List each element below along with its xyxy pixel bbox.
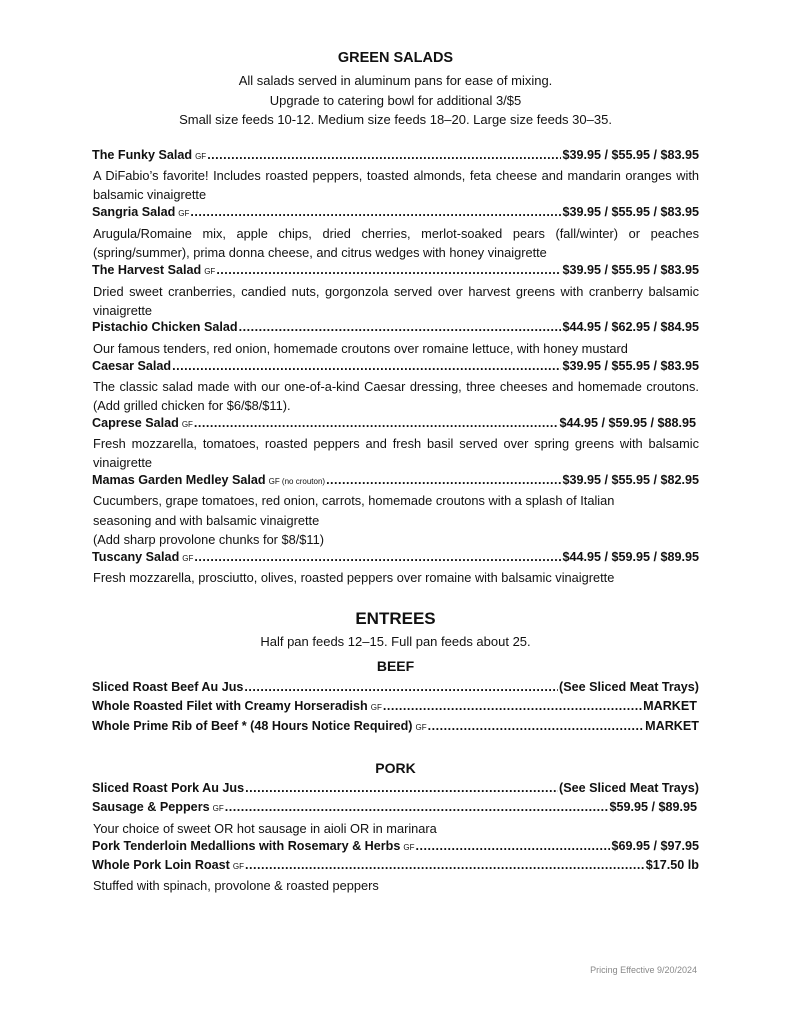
pricing-effective-date: Pricing Effective 9/20/2024 bbox=[590, 965, 697, 975]
item-price: MARKET bbox=[643, 699, 697, 713]
dot-leader bbox=[244, 680, 558, 694]
menu-item bbox=[92, 800, 697, 818]
gf-badge: GF bbox=[182, 554, 194, 563]
item-name: Sangria Salad bbox=[92, 205, 176, 219]
item-name: Whole Prime Rib of Beef * (48 Hours Notice Required) bbox=[92, 719, 413, 733]
item-price: $39.95 / $55.95 / $83.95 bbox=[562, 359, 699, 373]
item-price: MARKET bbox=[645, 719, 699, 733]
item-description: The classic salad made with our one-of-a-kind Caesar dressing, three cheeses and homemade croutons. (Add grilled chicken for $6/$8/$11). bbox=[93, 379, 699, 413]
item-description: Fresh mozzarella, prosciutto, olives, roasted peppers over romaine with balsamic vinaigrette bbox=[93, 570, 615, 585]
entrees-title: ENTREES bbox=[355, 609, 436, 628]
menu-item bbox=[92, 263, 699, 281]
menu-item bbox=[92, 148, 699, 166]
item-price: $59.95 / $89.95 bbox=[609, 800, 697, 814]
green-salads-title: GREEN SALADS bbox=[337, 50, 454, 66]
menu-item bbox=[92, 550, 699, 568]
item-price: $39.95 / $55.95 / $83.95 bbox=[562, 263, 699, 277]
gf-badge: GF bbox=[232, 862, 244, 871]
item-description: Cucumbers, grape tomatoes, red onion, carrots, homemade croutons with a splash of Italian bbox=[93, 493, 615, 508]
item-name: Pistachio Chicken Salad bbox=[92, 320, 238, 334]
pork-title: PORK bbox=[375, 760, 416, 776]
dot-leader bbox=[216, 263, 561, 277]
menu-item bbox=[92, 473, 699, 491]
dot-leader bbox=[207, 148, 561, 162]
gf-badge: GF bbox=[370, 703, 382, 712]
menu-item bbox=[92, 416, 696, 434]
salads-note-1: All salads served in aluminum pans for ease of mixing. bbox=[238, 73, 553, 88]
item-description: A DiFabio’s favorite! Includes roasted peppers, toasted almonds, feta cheese and mandarin oranges with balsamic vinaigrette bbox=[93, 168, 699, 202]
item-price: $39.95 / $55.95 / $83.95 bbox=[562, 205, 699, 219]
menu-item bbox=[92, 205, 699, 223]
salads-note-3: Small size feeds 10-12. Medium size feeds 18–20. Large size feeds 30–35. bbox=[179, 112, 612, 127]
dot-leader bbox=[245, 858, 645, 872]
dot-leader bbox=[194, 416, 559, 430]
dot-leader bbox=[194, 550, 561, 564]
item-description: Fresh mozzarella, tomatoes, roasted peppers and fresh basil served over spring greens with balsamic vinaigrette bbox=[93, 436, 699, 470]
item-description: seasoning and with balsamic vinaigrette bbox=[93, 513, 320, 528]
dot-leader bbox=[172, 359, 561, 373]
menu-item bbox=[92, 839, 699, 857]
dot-leader bbox=[245, 781, 558, 795]
item-description: (Add sharp provolone chunks for $8/$11) bbox=[93, 532, 324, 547]
item-name: Mamas Garden Medley Salad bbox=[92, 473, 266, 487]
gf-badge: GF bbox=[195, 152, 207, 161]
item-price: $44.95 / $59.95 / $88.95 bbox=[559, 416, 696, 430]
item-description: Our famous tenders, red onion, homemade croutons over romaine lettuce, with honey mustard bbox=[93, 341, 628, 356]
item-name: Caprese Salad bbox=[92, 416, 179, 430]
gf-badge: GF bbox=[212, 804, 224, 813]
gf-badge: GF bbox=[181, 420, 193, 429]
item-name: Whole Pork Loin Roast bbox=[92, 858, 230, 872]
menu-item bbox=[92, 680, 699, 698]
item-description: Your choice of sweet OR hot sausage in aioli OR in marinara bbox=[93, 821, 437, 836]
gf-badge: GF bbox=[204, 267, 216, 276]
dot-leader bbox=[416, 839, 611, 853]
item-price: (See Sliced Meat Trays) bbox=[559, 781, 699, 795]
item-name: Sliced Roast Pork Au Jus bbox=[92, 781, 245, 795]
dot-leader bbox=[428, 719, 645, 733]
item-name: Sliced Roast Beef Au Jus bbox=[92, 680, 244, 694]
item-description: Dried sweet cranberries, candied nuts, gorgonzola served over harvest greens with cranberry balsamic vinaigrette bbox=[93, 284, 699, 318]
item-name: Sausage & Peppers bbox=[92, 800, 210, 814]
item-price: $44.95 / $59.95 / $89.95 bbox=[562, 550, 699, 564]
gf-badge: GF (no crouton) bbox=[268, 477, 326, 486]
menu-item bbox=[92, 320, 699, 338]
item-price: $39.95 / $55.95 / $83.95 bbox=[562, 148, 699, 162]
beef-title: BEEF bbox=[376, 658, 415, 674]
item-price: $39.95 / $55.95 / $82.95 bbox=[562, 473, 699, 487]
gf-badge: GF bbox=[178, 209, 190, 218]
menu-item bbox=[92, 699, 697, 717]
item-name: Caesar Salad bbox=[92, 359, 172, 373]
item-price: $69.95 / $97.95 bbox=[611, 839, 699, 853]
item-name: The Funky Salad bbox=[92, 148, 193, 162]
entrees-note: Half pan feeds 12–15. Full pan feeds about 25. bbox=[260, 634, 531, 649]
item-price: $17.50 lb bbox=[645, 858, 699, 872]
dot-leader bbox=[225, 800, 609, 814]
item-name: Tuscany Salad bbox=[92, 550, 180, 564]
item-name: Whole Roasted Filet with Creamy Horseradish bbox=[92, 699, 368, 713]
dot-leader bbox=[239, 320, 562, 334]
item-description: Arugula/Romaine mix, apple chips, dried cherries, merlot-soaked pears (fall/winter) or peaches (spring/summer), prima donna cheese, and citrus wedges with honey vinaigrette bbox=[93, 226, 699, 260]
menu-item bbox=[92, 781, 699, 799]
salads-note-2: Upgrade to catering bowl for additional 3/$5 bbox=[269, 93, 522, 108]
menu-item bbox=[92, 719, 699, 737]
gf-badge: GF bbox=[403, 843, 415, 852]
dot-leader bbox=[326, 473, 561, 487]
dot-leader bbox=[190, 205, 561, 219]
item-price: (See Sliced Meat Trays) bbox=[559, 680, 699, 694]
item-description: Stuffed with spinach, provolone & roasted peppers bbox=[93, 878, 379, 893]
item-name: Pork Tenderloin Medallions with Rosemary & Herbs bbox=[92, 839, 401, 853]
item-price: $44.95 / $62.95 / $84.95 bbox=[562, 320, 699, 334]
menu-item bbox=[92, 858, 699, 876]
gf-badge: GF bbox=[415, 723, 427, 732]
dot-leader bbox=[383, 699, 642, 713]
menu-item bbox=[92, 359, 699, 377]
item-name: The Harvest Salad bbox=[92, 263, 202, 277]
